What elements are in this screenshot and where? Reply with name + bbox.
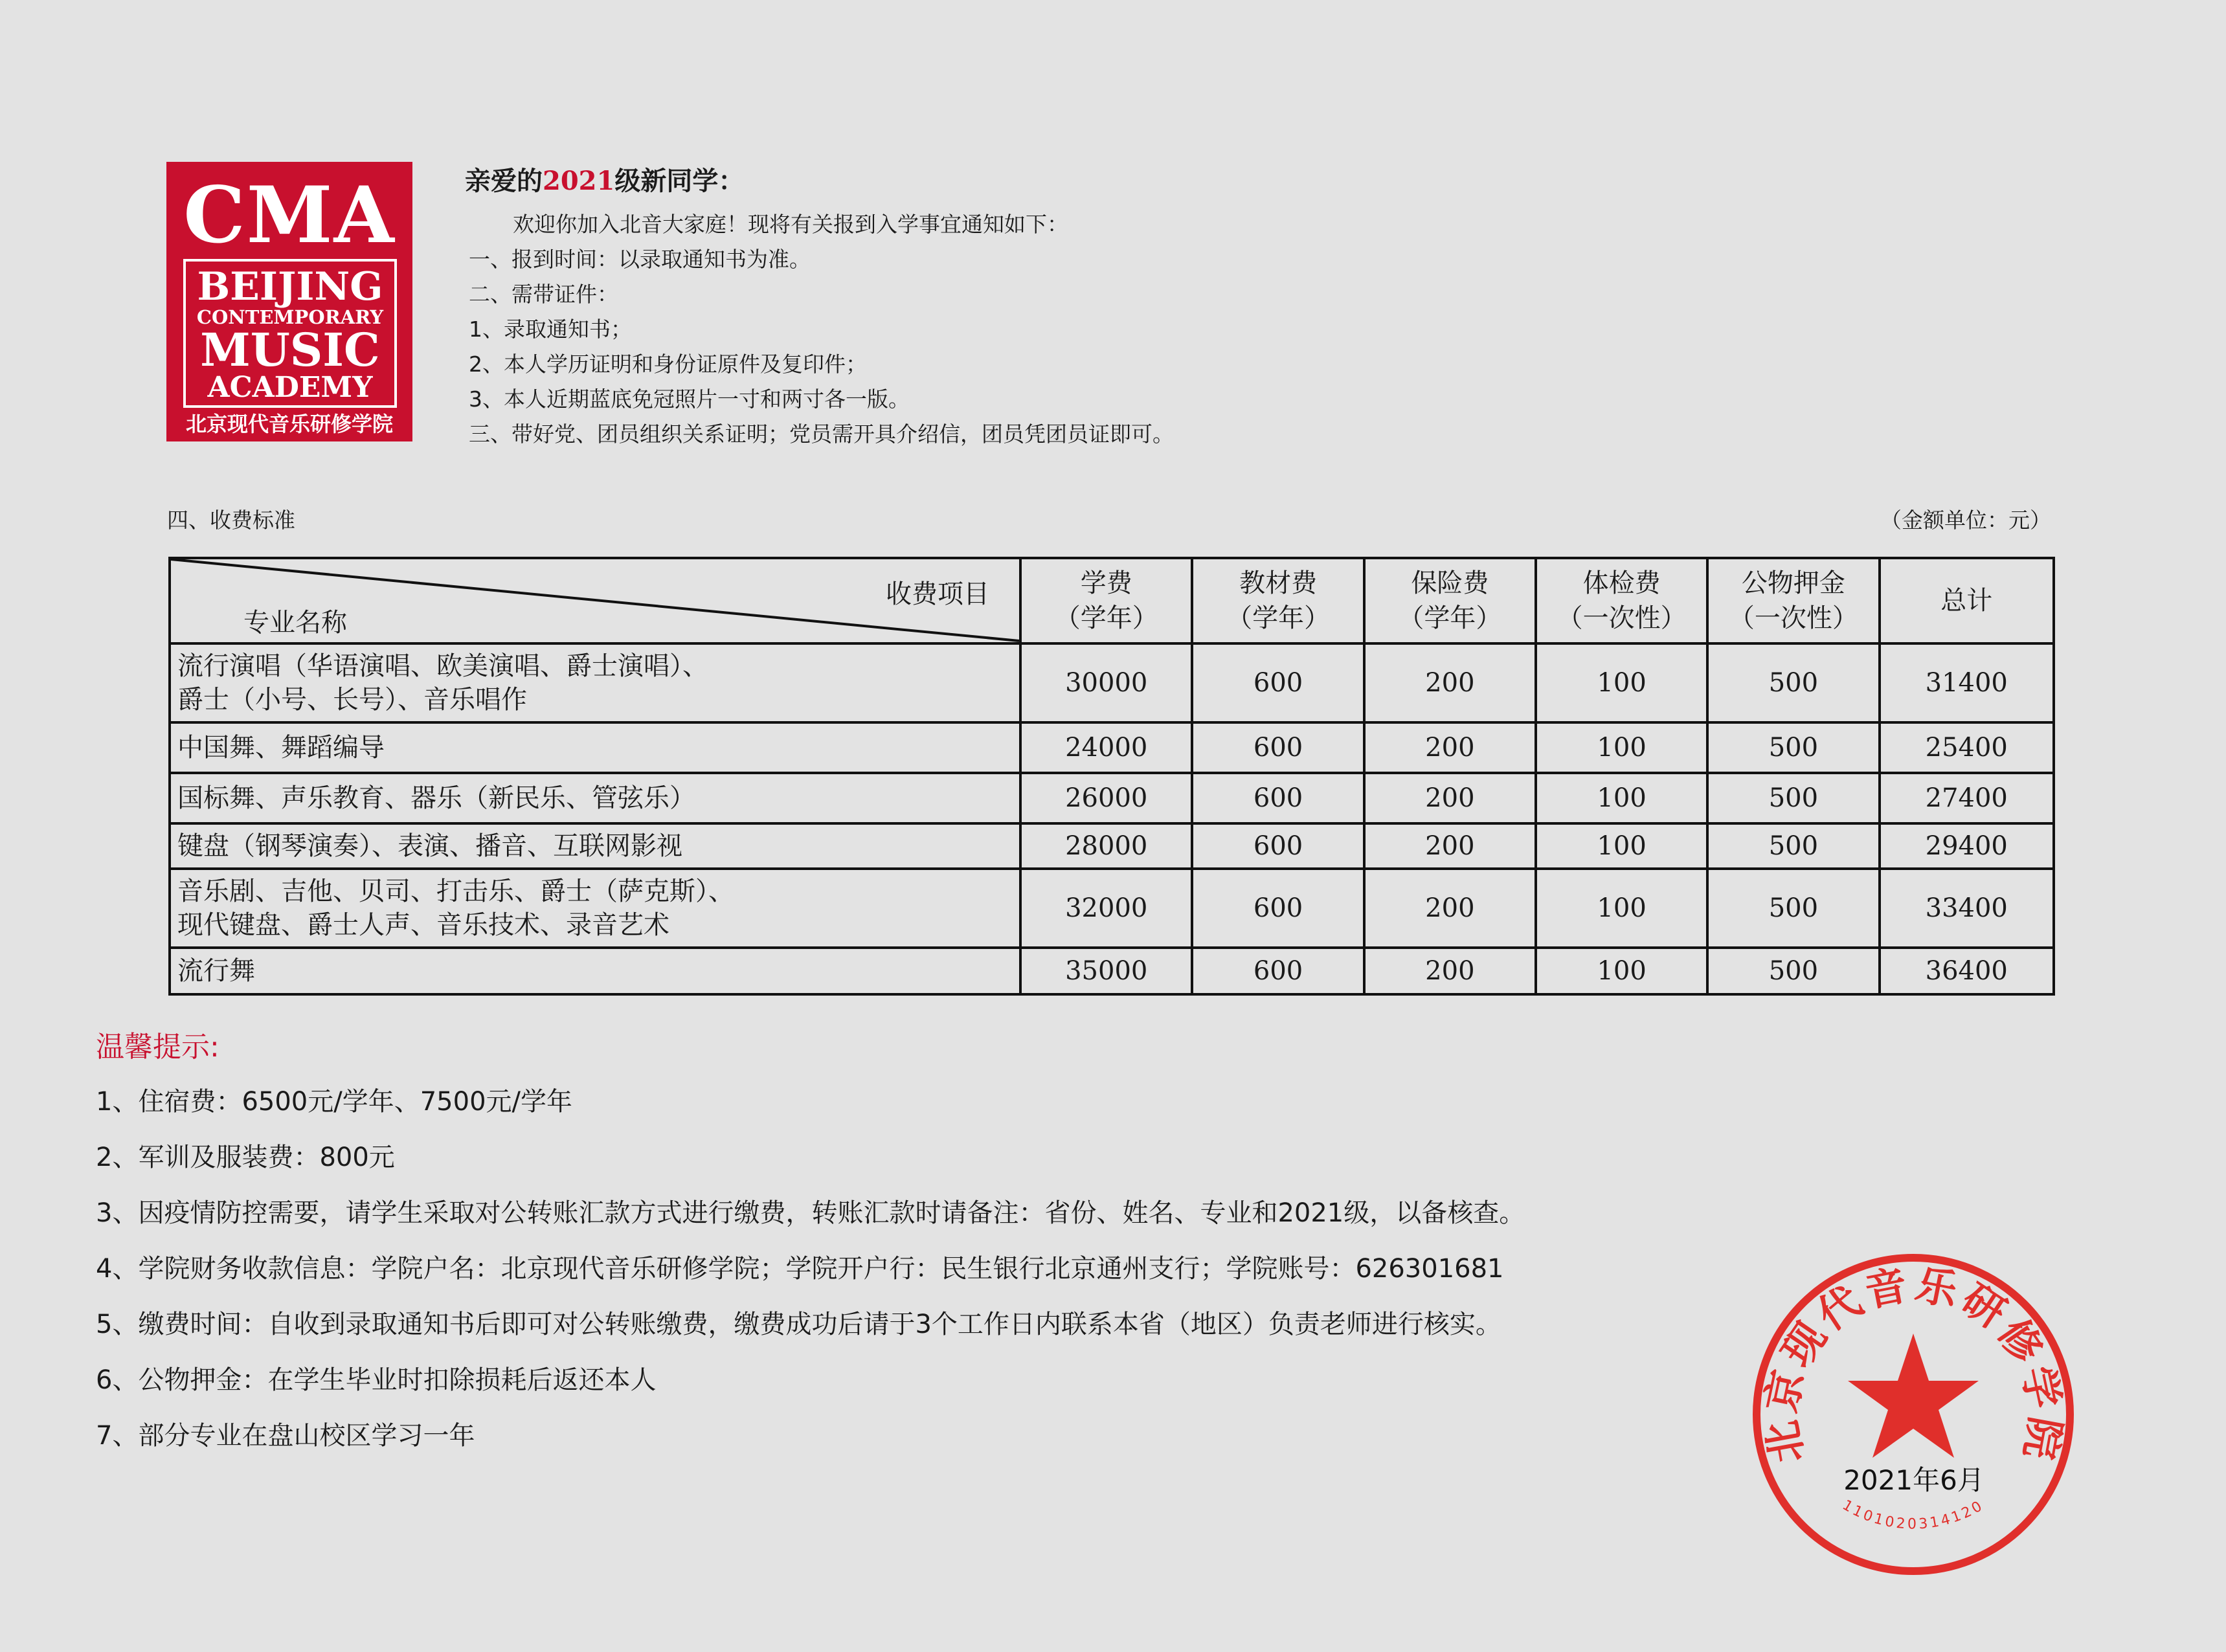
header-corner-cell xyxy=(170,558,1020,643)
cell-deposit: 500 xyxy=(1707,643,1879,722)
cell-deposit: 500 xyxy=(1707,722,1879,773)
header-sublabel: （学年） xyxy=(1226,603,1331,633)
seal-number: 1101020314120 xyxy=(1839,1497,1987,1533)
logo-chinese-name: 北京现代音乐研修学院 xyxy=(185,412,393,436)
tip-item: 7、部分专业在盘山校区学习一年 xyxy=(96,1421,475,1451)
cell-insurance: 200 xyxy=(1364,869,1536,948)
row-major-name xyxy=(170,948,1020,994)
cell-tuition: 24000 xyxy=(1020,722,1192,773)
cma-logo xyxy=(166,162,412,441)
tip-item: 6、公物押金：在学生毕业时扣除损耗后返还本人 xyxy=(96,1365,657,1395)
logo-cma: CMA xyxy=(183,170,396,261)
fee-section-title: 四、收费标准 xyxy=(167,508,295,533)
cell-deposit: 500 xyxy=(1707,948,1879,994)
row-major-name xyxy=(170,643,1020,722)
cell-physical-exam: 100 xyxy=(1536,773,1707,823)
intro-line: 2、本人学历证明和身份证原件及复印件； xyxy=(469,352,867,377)
cell-tuition: 32000 xyxy=(1020,869,1192,948)
name-line: 流行演唱（华语演唱、欧美演唱、爵士演唱）、 xyxy=(177,651,708,681)
cell-tuition: 35000 xyxy=(1020,948,1192,994)
header-sublabel: （学年） xyxy=(1054,603,1158,633)
greeting-year: 2021 xyxy=(543,166,615,196)
cell-textbook: 600 xyxy=(1192,773,1364,823)
tip-item: 5、缴费时间：自收到录取通知书后即可对公转账缴费，缴费成功后请于3个工作日内联系本省（地区）负责老师进行核实。 xyxy=(96,1310,1501,1339)
intro-line: 1、录取通知书； xyxy=(469,317,632,342)
header-label: 教材费 xyxy=(1239,568,1318,598)
logo-academy: ACADEMY xyxy=(207,371,373,404)
row-major-name xyxy=(170,823,1020,869)
logo-box xyxy=(183,259,397,408)
logo-music: MUSIC xyxy=(200,323,380,377)
cell-textbook: 600 xyxy=(1192,869,1364,948)
table-row xyxy=(170,869,2054,948)
cell-total: 27400 xyxy=(1880,773,2054,823)
cell-textbook: 600 xyxy=(1192,643,1364,722)
table-row xyxy=(170,643,2054,722)
cell-insurance: 200 xyxy=(1364,773,1536,823)
cell-physical-exam: 100 xyxy=(1536,722,1707,773)
tips-list xyxy=(96,1084,1525,1473)
cell-tuition: 26000 xyxy=(1020,773,1192,823)
row-major-name xyxy=(170,722,1020,773)
cell-total: 31400 xyxy=(1880,643,2054,722)
cell-physical-exam: 100 xyxy=(1536,869,1707,948)
name-line: 现代键盘、爵士人声、音乐技术、录音艺术 xyxy=(177,910,669,940)
name-line: 爵士（小号、长号）、音乐唱作 xyxy=(177,685,527,715)
table-row xyxy=(170,823,2054,869)
header-tuition xyxy=(1020,558,1192,643)
cell-deposit: 500 xyxy=(1707,869,1879,948)
name-line: 音乐剧、吉他、贝司、打击乐、爵士（萨克斯）、 xyxy=(177,876,734,906)
header-sublabel: （一次性） xyxy=(1557,603,1687,633)
cell-deposit: 500 xyxy=(1707,823,1879,869)
intro-line: 3、本人近期蓝底免冠照片一寸和两寸各一版。 xyxy=(469,386,910,412)
table-row xyxy=(170,773,2054,823)
cell-textbook: 600 xyxy=(1192,722,1364,773)
name-line: 键盘（钢琴演奏）、表演、播音、互联网影视 xyxy=(177,831,682,861)
header-total xyxy=(1880,558,2054,643)
header-deposit xyxy=(1707,558,1879,643)
intro-line: 三、带好党、团员组织关系证明；党员需开具介绍信，团员凭团员证即可。 xyxy=(469,421,1174,447)
row-major-name xyxy=(170,869,1020,948)
header-label: 学费 xyxy=(1080,568,1132,598)
cell-total: 29400 xyxy=(1880,823,2054,869)
cell-tuition: 28000 xyxy=(1020,823,1192,869)
intro-line: 一、报到时间：以录取通知书为准。 xyxy=(469,247,811,272)
greeting-pre: 亲爱的 xyxy=(465,166,543,196)
name-line: 国标舞、声乐教育、器乐（新民乐、管弦乐） xyxy=(177,783,695,813)
cell-tuition: 30000 xyxy=(1020,643,1192,722)
cell-insurance: 200 xyxy=(1364,722,1536,773)
corner-major-label: 专业名称 xyxy=(243,608,347,638)
header-label: 体检费 xyxy=(1582,568,1661,598)
header-label: 公物押金 xyxy=(1741,568,1845,598)
cell-insurance: 200 xyxy=(1364,643,1536,722)
header-label: 总计 xyxy=(1940,586,1993,616)
official-seal xyxy=(1748,1249,2078,1579)
cell-insurance: 200 xyxy=(1364,948,1536,994)
cell-total: 25400 xyxy=(1880,722,2054,773)
tip-item: 4、学院财务收款信息：学院户名：北京现代音乐研修学院；学院开户行：民生银行北京通州支行；学院账号：626301681 xyxy=(96,1254,1504,1284)
header-textbook xyxy=(1192,558,1364,643)
header-label: 保险费 xyxy=(1411,568,1489,598)
tip-item: 1、住宿费：6500元/学年、7500元/学年 xyxy=(96,1087,572,1117)
cell-textbook: 600 xyxy=(1192,948,1364,994)
cell-physical-exam: 100 xyxy=(1536,948,1707,994)
row-major-name xyxy=(170,773,1020,823)
intro-line: 欢迎你加入北音大家庭！现将有关报到入学事宜通知如下： xyxy=(513,212,1068,237)
header-insurance xyxy=(1364,558,1536,643)
fee-unit-note: （金额单位：元） xyxy=(1880,508,2051,533)
corner-fee-item-label: 收费项目 xyxy=(886,579,989,609)
cell-deposit: 500 xyxy=(1707,773,1879,823)
tip-item: 2、军训及服装费：800元 xyxy=(96,1143,395,1172)
logo-beijing: BEIJING xyxy=(197,264,383,309)
header-sublabel: （学年） xyxy=(1398,603,1502,633)
table-row xyxy=(170,948,2054,994)
cell-insurance: 200 xyxy=(1364,823,1536,869)
fee-table xyxy=(168,557,2055,996)
tip-item: 3、因疫情防控需要，请学生采取对公转账汇款方式进行缴费，转账汇款时请备注：省份、姓名、专业和2021级，以备核查。 xyxy=(96,1198,1525,1228)
table-row xyxy=(170,722,2054,773)
seal-name: 北京现代音乐研修学院 xyxy=(1757,1260,2070,1467)
header-sublabel: （一次性） xyxy=(1728,603,1858,633)
intro-list xyxy=(469,207,1174,452)
cell-total: 33400 xyxy=(1880,869,2054,948)
logo-contemporary: CONTEMPORARY xyxy=(196,306,384,328)
cell-physical-exam: 100 xyxy=(1536,643,1707,722)
cell-physical-exam: 100 xyxy=(1536,823,1707,869)
cell-textbook: 600 xyxy=(1192,823,1364,869)
name-line: 中国舞、舞蹈编导 xyxy=(177,733,385,763)
name-line: 流行舞 xyxy=(177,956,255,986)
cell-total: 36400 xyxy=(1880,948,2054,994)
header-physical-exam xyxy=(1536,558,1707,643)
table-header-row xyxy=(170,558,2054,643)
seal-date: 2021年6月 xyxy=(1843,1464,1984,1496)
greeting xyxy=(465,166,744,197)
greeting-post: 级新同学： xyxy=(614,166,745,196)
intro-line: 二、需带证件： xyxy=(469,282,618,307)
tips-title: 温馨提示: xyxy=(96,1031,219,1064)
seal-star-icon xyxy=(1848,1334,1979,1458)
